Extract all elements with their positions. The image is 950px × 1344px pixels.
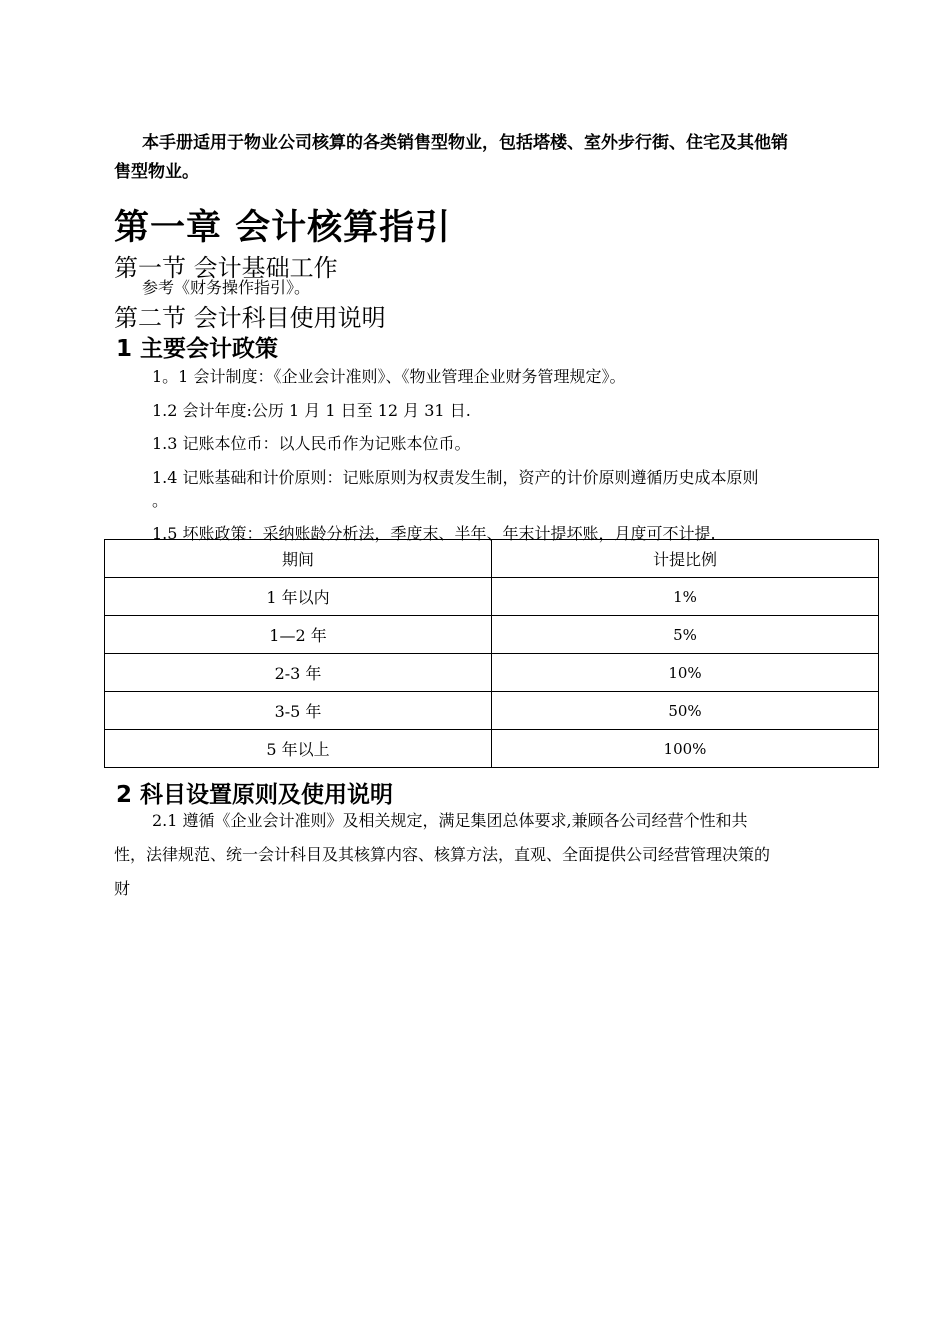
chapter-title: 第一章 会计核算指引 [114,208,452,248]
table-row [105,616,879,654]
table-row [105,730,879,768]
table-header-row [105,540,879,578]
intro-line-1: 本手册适用于物业公司核算的各类销售型物业，包括塔楼、室外步行街、住宅及其他销 [142,133,788,153]
policy-item-1-4-continuation: 。 [152,491,169,510]
subject-setup-line-2: 性，法律规范、统一会计科目及其核算内容、核算方法，直观、全面提供公司经营管理决策的 [114,845,771,864]
section-1-title: 第一节 会计基础工作 [114,254,338,282]
period-cell: 3-5 年 [105,692,492,730]
rate-cell: 1% [492,578,879,616]
policy-heading: 1 主要会计政策 [116,336,279,362]
table-row [105,578,879,616]
rate-cell: 50% [492,692,879,730]
bad-debt-table [104,539,879,768]
section-2-title: 第二节 会计科目使用说明 [114,304,386,332]
rate-cell: 5% [492,616,879,654]
column-header-period: 期间 [105,540,492,578]
policy-item-1-1: 1。1 会计制度：《企业会计准则》、《物业管理企业财务管理规定》。 [152,367,626,386]
subject-setup-line-3: 财 [114,879,131,898]
subject-setup-line-1: 2.1 遵循《企业会计准则》及相关规定，满足集团总体要求,兼顾各公司经营个性和共 [152,811,748,830]
intro-line-2: 售型物业。 [114,162,199,182]
rate-cell: 100% [492,730,879,768]
table-row [105,654,879,692]
section-1-reference: 参考《财务操作指引》。 [142,278,311,297]
policy-item-1-4: 1.4 记账基础和计价原则：记账原则为权责发生制，资产的计价原则遵循历史成本原则 [152,468,759,487]
period-cell: 1 年以内 [105,578,492,616]
period-cell: 2-3 年 [105,654,492,692]
period-cell: 5 年以上 [105,730,492,768]
column-header-rate: 计提比例 [492,540,879,578]
period-cell: 1—2 年 [105,616,492,654]
policy-item-1-3: 1.3 记账本位币：以人民币作为记账本位币。 [152,434,471,453]
table-row [105,692,879,730]
policy-item-1-5: 1.5 坏账政策：采纳账龄分析法，季度末、半年、年末计提坏账，月度可不计提. [152,524,716,543]
subject-setup-heading: 2 科目设置原则及使用说明 [116,782,394,808]
rate-cell: 10% [492,654,879,692]
policy-item-1-2: 1.2 会计年度:公历 1 月 1 日至 12 月 31 日. [152,401,471,420]
